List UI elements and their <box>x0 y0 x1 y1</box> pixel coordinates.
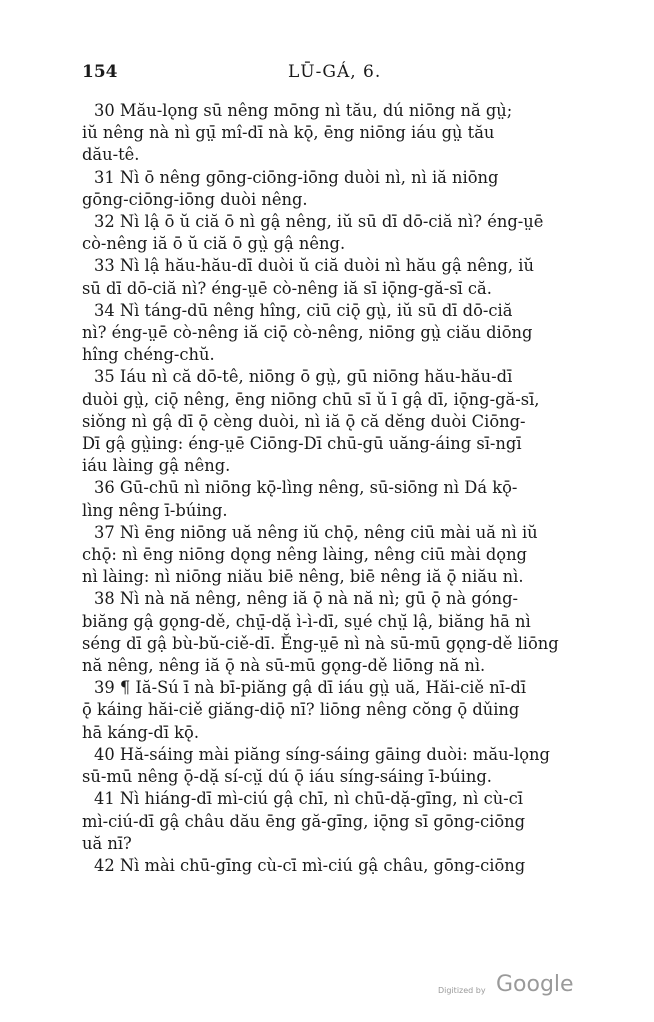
verse-paragraph <box>82 211 572 255</box>
verse-line: ǭ káing hăi-ciě giăng-diǭ nī? liōng nêng cŏng ǭ dǔing <box>82 700 520 720</box>
verse-line: 38 Nì nà nă nêng, nêng iă ǭ nà nă nì; gū ǭ nà góng- <box>94 589 519 609</box>
verse-line: hîng chéng-chŭ. <box>82 345 215 365</box>
verse-line: 32 Nì lậ ō ŭ ciă ō nì gậ nêng, iŭ sū dī dō-ciă nì? éng-ṳē <box>94 212 544 232</box>
verse-line: dău-tê. <box>82 145 140 165</box>
verse-line: iŭ nêng nà nì gṳ̄ mî-dī nà kǭ, ēng niōng iáu gṳ̀ tău <box>82 123 495 143</box>
verse-paragraph <box>82 522 572 589</box>
verse-line: 33 Nì lậ hău-hău-dī duòi ŭ ciă duòi nì hău gậ nêng, iŭ <box>94 256 534 276</box>
verse-line: iáu làing gậ nêng. <box>82 456 231 476</box>
verse-line: 39 ¶ Iă-Sú ī nà bī-piăng gậ dī iáu gṳ̀ uă, Hăi-ciě nī-dī <box>94 678 527 698</box>
verse-line: mì-ciú-dī gậ châu dău ēng gă-gīng, iǭng sī gōng-ciōng <box>82 811 526 831</box>
verse-line: duòi gṳ̀, ciǭ nêng, ēng niōng chū sī ŭ ī gậ dī, iǭng-gă-sī, <box>82 389 540 409</box>
verse-paragraph <box>82 300 572 367</box>
verse-body <box>82 100 572 877</box>
verse-line: 42 Nì mài chū-gīng cù-cī mì-ciú gậ châu, gōng-ciōng <box>94 855 526 875</box>
verse-paragraph <box>82 167 572 211</box>
verse-line: 36 Gū-chū nì niōng kǭ-lìng nêng, sū-siōng nì Dá kǭ- <box>94 478 518 498</box>
verse-line: séng dī gậ bù-bŭ-ciě-dī. Ĕng-ṳē nì nà sū-mū gǫng-dě liōng <box>82 633 559 653</box>
verse-paragraph <box>82 255 572 299</box>
verse-line: 34 Nì táng-dū nêng hîng, ciū ciǭ gṳ̀, iŭ sū dī dō-ciă <box>94 300 513 320</box>
page-header <box>82 62 570 90</box>
verse-paragraph <box>82 744 572 788</box>
verse-line: sū dī dō-ciă nì? éng-ṳē cò-nêng iă sī iǭng-gă-sī că. <box>82 278 492 298</box>
running-head: LŪ-GÁ, 6. <box>288 62 382 82</box>
verse-line: 35 Iáu nì că dō-tê, niōng ō gṳ̀, gū niōng hău-hău-dī <box>94 367 513 387</box>
verse-line: cò-nêng iă ō ŭ ciă ō gṳ̀ gậ nêng. <box>82 234 346 254</box>
verse-paragraph <box>82 588 572 677</box>
verse-paragraph <box>82 677 572 744</box>
verse-line: 41 Nì hiáng-dī mì-ciú gậ chī, nì chū-dặ-gīng, nì cù-cī <box>94 789 524 809</box>
verse-line: Dī gậ gṳ̀ing: éng-ṳē Ciōng-Dī chū-gū uăng-áing sī-ngī <box>82 434 522 454</box>
verse-line: 37 Nì ēng niōng uă nêng iŭ chǭ, nêng ciū mài uă nì iŭ <box>94 522 538 542</box>
verse-paragraph <box>82 855 572 877</box>
verse-line: 30 Mău-lǫng sū nêng mōng nì tău, dú niōng nă gṳ̀; <box>94 101 513 120</box>
verse-paragraph <box>82 366 572 477</box>
verse-line: gōng-ciōng-iōng duòi nêng. <box>82 189 308 209</box>
verse-paragraph <box>82 477 572 521</box>
verse-line: 40 Hă-sáing mài piăng síng-sáing gāing duòi: mău-lǫng <box>94 744 550 764</box>
verse-line: chǭ: nì ēng niōng dǫng nêng làing, nêng ciū mài dǫng <box>82 545 527 565</box>
verse-line: biăng gậ gǫng-dě, chṳ̄-dặ ì-ì-dī, sṳé chṳ̆ lậ, biăng hā nì <box>82 611 531 631</box>
digitized-by-label: Digitized by <box>438 986 486 995</box>
verse-paragraph <box>82 100 572 167</box>
verse-paragraph <box>82 788 572 855</box>
verse-line: nì làing: nì niōng niău biē nêng, biē nêng iă ǭ niău nì. <box>82 567 524 587</box>
verse-line: lìng nêng ī-búing. <box>82 500 228 520</box>
google-logo: Google <box>496 972 574 997</box>
verse-line: hā káng-dī kǭ. <box>82 722 199 742</box>
verse-line: 31 Nì ō nêng gōng-ciōng-iōng duòi nì, nì iă niōng <box>94 167 499 187</box>
verse-line: sū-mū nêng ǭ-dặ sí-cṳ̆ dú ǭ iáu síng-sáing ī-búing. <box>82 767 492 787</box>
verse-line: siǒng nì gậ dī ǭ cèng duòi, nì iă ǭ că dĕng duòi Ciōng- <box>82 411 526 431</box>
verse-line: nă nêng, nêng iă ǭ nà sū-mū gǫng-dě liōng nă nì. <box>82 656 486 676</box>
page-number: 154 <box>82 62 118 82</box>
verse-line: uă nī? <box>82 833 132 853</box>
digitization-watermark <box>438 972 578 1002</box>
verse-line: nì? éng-ṳē cò-nêng iă ciǭ cò-nêng, niōng gṳ̀ ciău diōng <box>82 323 533 343</box>
